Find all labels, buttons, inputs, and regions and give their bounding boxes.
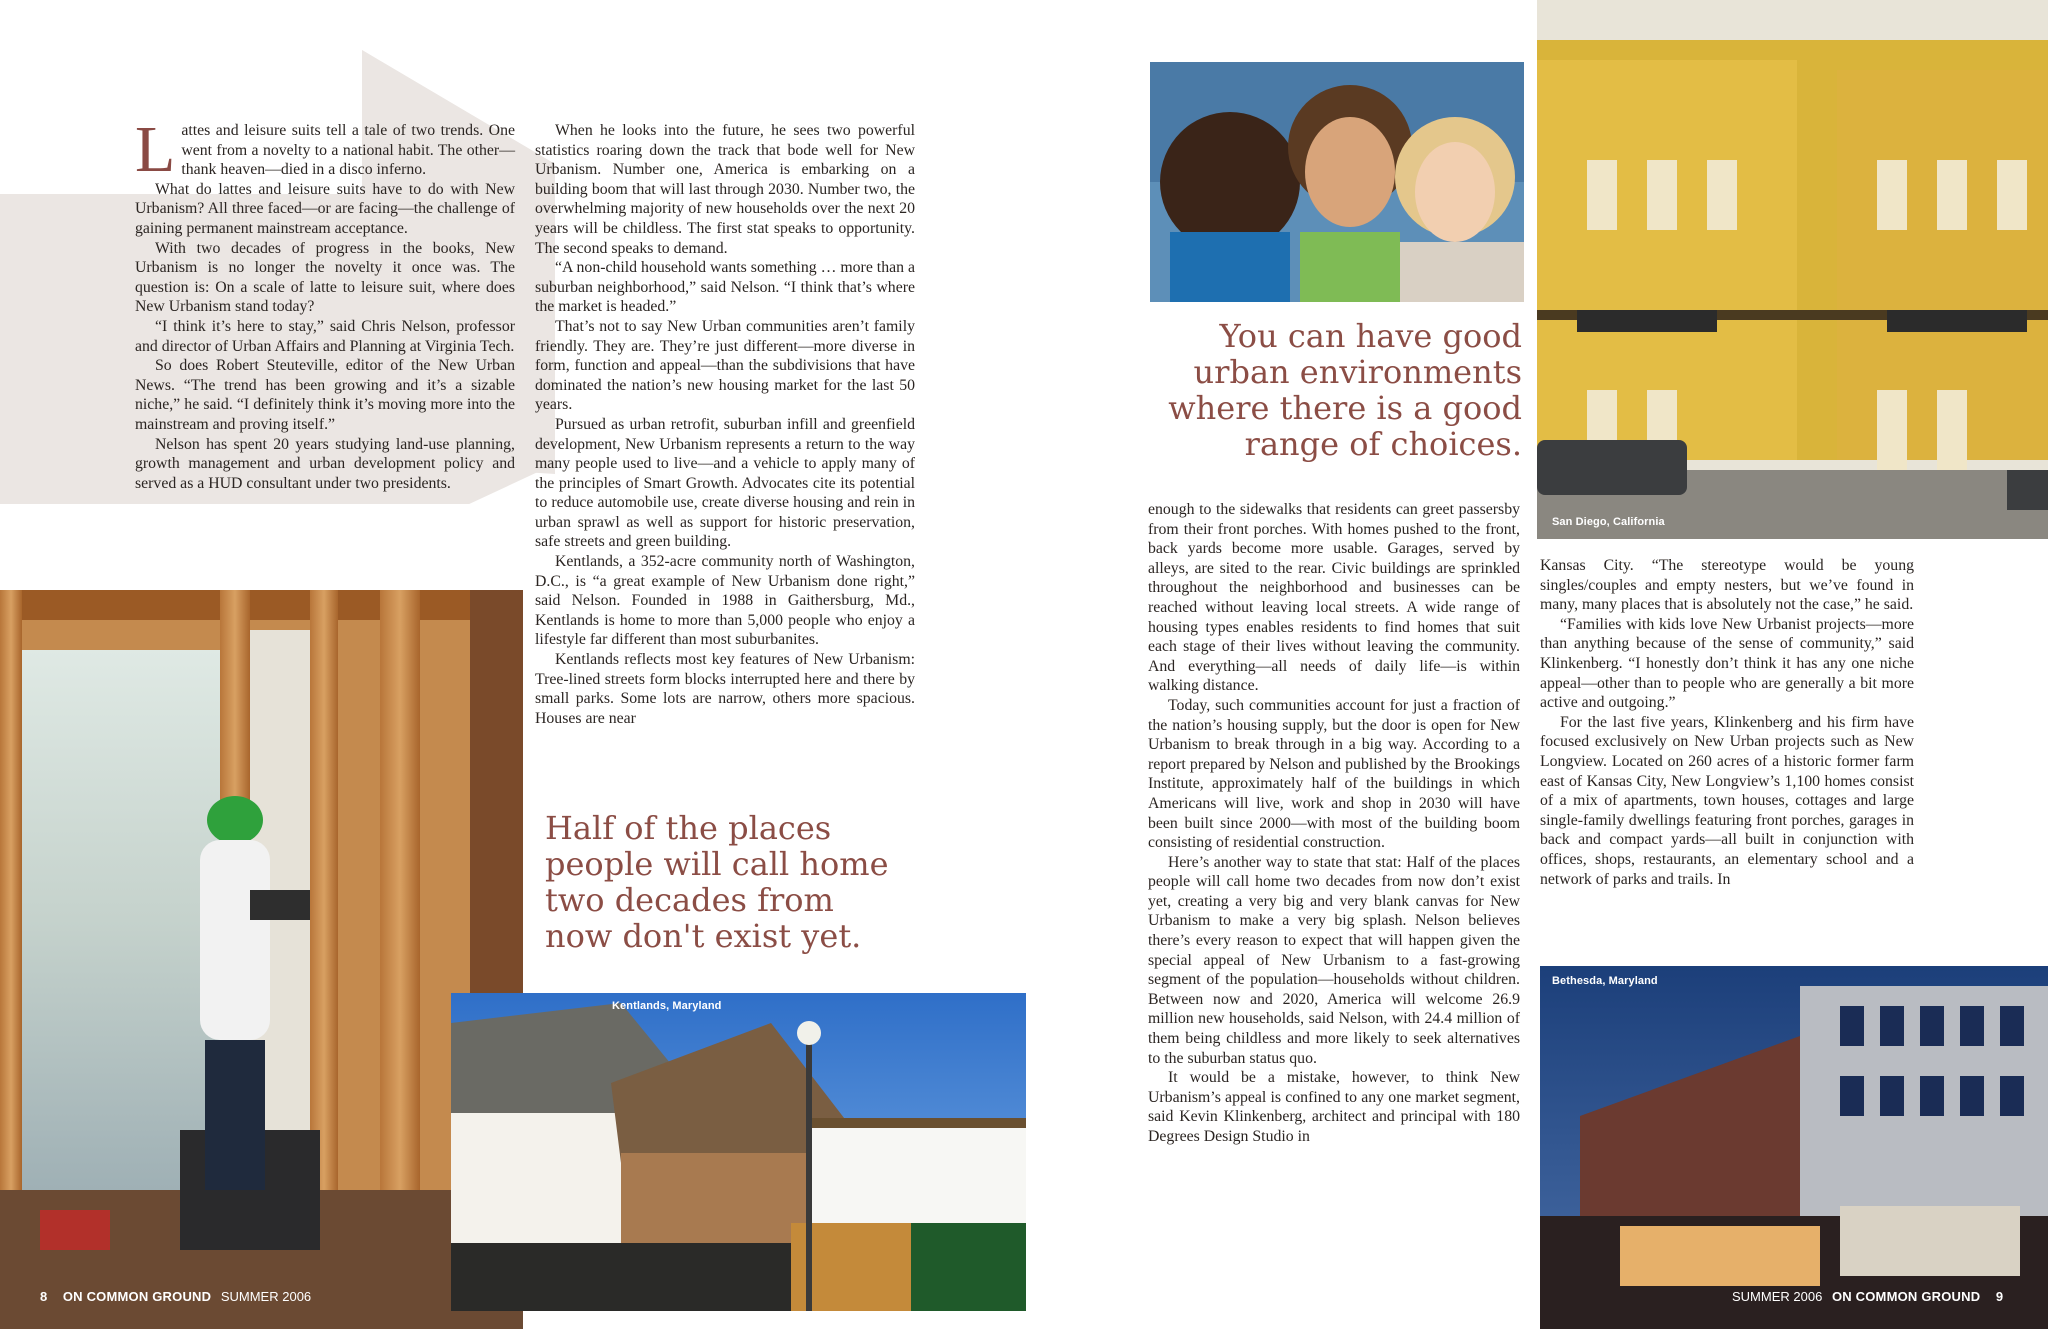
paragraph: What do lattes and leisure suits have to do with New Urbanism? All three faced—or are facing—the challenge of gaining permanent mainstream acceptance. <box>135 180 515 237</box>
paragraph: Here’s another way to state that stat: Half of the places people will call home two decades from now don’t exist yet, creating a very big and very blank canvas for New Urbanism to make a very big splash. Nelson believes there’s every reason to expect that will happen given the special appeal of New Urbanism to a fast-growing segment of the population—households without children. Between now and 2020, America will welcome 26.9 million new households, said Nelson, with 24.4 million of them being childless and more likely to seek alternatives to the suburban status quo. <box>1148 853 1520 1067</box>
san-diego-photo <box>1537 0 2048 539</box>
magazine-name: ON COMMON GROUND <box>1831 1289 1981 1304</box>
folio-right <box>1732 1289 2003 1304</box>
article-column-4 <box>1540 556 1914 889</box>
paragraph: It would be a mistake, however, to think New Urbanism’s appeal is confined to any one market segment, said Kevin Klinkenberg, architect and principal with 180 Degrees Design Studio in <box>1148 1069 1520 1145</box>
paragraph: “Families with kids love New Urbanist projects—more than anything because of the sense of community,” said Klinkenberg. “I honestly don’t think it has any one niche appeal—other than to people who are generally a bit more active and outgoing.” <box>1540 615 1914 712</box>
paragraph: With two decades of progress in the books, New Urbanism is no longer the novelty it once was. The question is: On a scale of latte to leisure suit, where does New Urbanism stand today? <box>135 239 515 316</box>
kentlands-photo <box>451 993 1026 1311</box>
construction-worker-photo <box>0 590 523 1329</box>
magazine-name: ON COMMON GROUND <box>62 1289 212 1304</box>
article-column-1 <box>135 113 515 493</box>
page-number: 8 <box>40 1289 48 1304</box>
paragraph: Pursued as urban retrofit, suburban infill and greenfield development, New Urbanism represents a return to the way many people used to live—and a vehicle to apply many of the principles of Smart Growth. Advocates cite its potential to reduce automobile use, create diverse housing and rein in urban sprawl as well as support for historic preservation, safe streets and green building. <box>535 415 915 551</box>
paragraph: “A non-child household wants something … more than a suburban neighborhood,” said Nelson. “I think that’s where the market is headed.” <box>535 259 915 316</box>
paragraph: For the last five years, Klinkenberg and his firm have focused exclusively on New Urban projects such as New Longview. Located on 260 acres of a historic former farm east of Kansas City, New Longview’s 1,100 homes consist of a mix of apartments, town houses, cottages and large single-family dwellings featuring front porches, garages in back and compact yards—all built in conjunction with offices, shops, restaurants, an elementary school and a network of parks and trails. In <box>1540 713 1914 888</box>
paragraph: “I think it’s here to stay,” said Chris Nelson, professor and director of Urban Affairs and Planning at Virginia Tech. <box>135 317 515 355</box>
drop-cap: L <box>135 113 176 186</box>
paragraph: Nelson has spent 20 years studying land-use planning, growth management and urban development policy and served as a HUD consultant under two presidents. <box>135 435 515 492</box>
paragraph: enough to the sidewalks that residents can greet passersby from their front porches. With homes pushed to the front, back yards become more usable. Garages, served by alleys, are sited to the rear. Civic buildings are sprinkled throughout the neighborhood and businesses can be reached without leaving local streets. A wide range of housing types enables residents to find homes that suit each stage of their lives without leaving the community. And everything—all needs of daily life—is within walking distance. <box>1148 501 1520 695</box>
page-number: 9 <box>1995 1289 2004 1304</box>
pull-quote-right: You can have good urban environments where there is a good range of choices. <box>1168 317 1522 463</box>
caption-bethesda: Bethesda, Maryland <box>1552 975 1658 987</box>
paragraph: That’s not to say New Urban communities aren’t family friendly. They are. They’re just different—more diverse in form, function and appeal—than the subdivisions that have dominated the nation’s new housing market for the last 50 years. <box>535 317 915 414</box>
caption-kentlands: Kentlands, Maryland <box>612 1000 722 1012</box>
children-photo <box>1150 62 1524 302</box>
caption-san-diego: San Diego, California <box>1552 516 1665 528</box>
issue-date: SUMMER 2006 <box>1732 1289 1823 1304</box>
issue-date: SUMMER 2006 <box>220 1289 312 1304</box>
bethesda-photo <box>1540 966 2048 1329</box>
paragraph: So does Robert Steuteville, editor of the New Urban News. “The trend has been growing and it’s a sizable niche,” he said. “I definitely think it’s moving more into the mainstream and proving itself.” <box>135 357 515 433</box>
paragraph: Kentlands reflects most key features of New Urbanism: Tree-lined streets form blocks interrupted here and there by small parks. Some lots are narrow, others more spacious. Houses are near <box>535 651 915 727</box>
paragraph: Kansas City. “The stereotype would be young singles/couples and empty nesters, but we’ve found in many, many places that is absolutely not the case,” he said. <box>1540 557 1914 614</box>
paragraph: attes and leisure suits tell a tale of two trends. One went from a novelty to a national habit. The other—thank heaven—died in a disco inferno. <box>181 122 515 179</box>
paragraph: Today, such communities account for just a fraction of the nation’s housing supply, but the door is open for New Urbanism to break through in a big way. According to a report prepared by Nelson and published by the Brookings Institute, approximately half of the buildings in which Americans will live, work and shop in 2030 will have been built since 2000—with most of the building boom consisting of residential construction. <box>1148 696 1520 852</box>
pull-quote-left: Half of the places people will call home two decades from now don't exist yet. <box>545 809 889 955</box>
paragraph: Kentlands, a 352-acre community north of Washington, D.C., is “a great example of New Urbanism done right,” said Nelson. Founded in 1988 in Gaithersburg, Md., Kentlands is home to more than 5,000 people who enjoy a lifestyle far different than most suburbanites. <box>535 553 915 649</box>
article-column-2 <box>535 121 915 728</box>
paragraph: When he looks into the future, he sees two powerful statistics roaring down the track that bode well for New Urbanism. Number one, America is embarking on a building boom that will last through 2030. Number two, the overwhelming majority of new households over the next 20 years will be childless. The first stat speaks to opportunity. The second speaks to demand. <box>535 122 915 257</box>
article-column-3 <box>1148 500 1520 1147</box>
folio-left <box>40 1289 311 1304</box>
